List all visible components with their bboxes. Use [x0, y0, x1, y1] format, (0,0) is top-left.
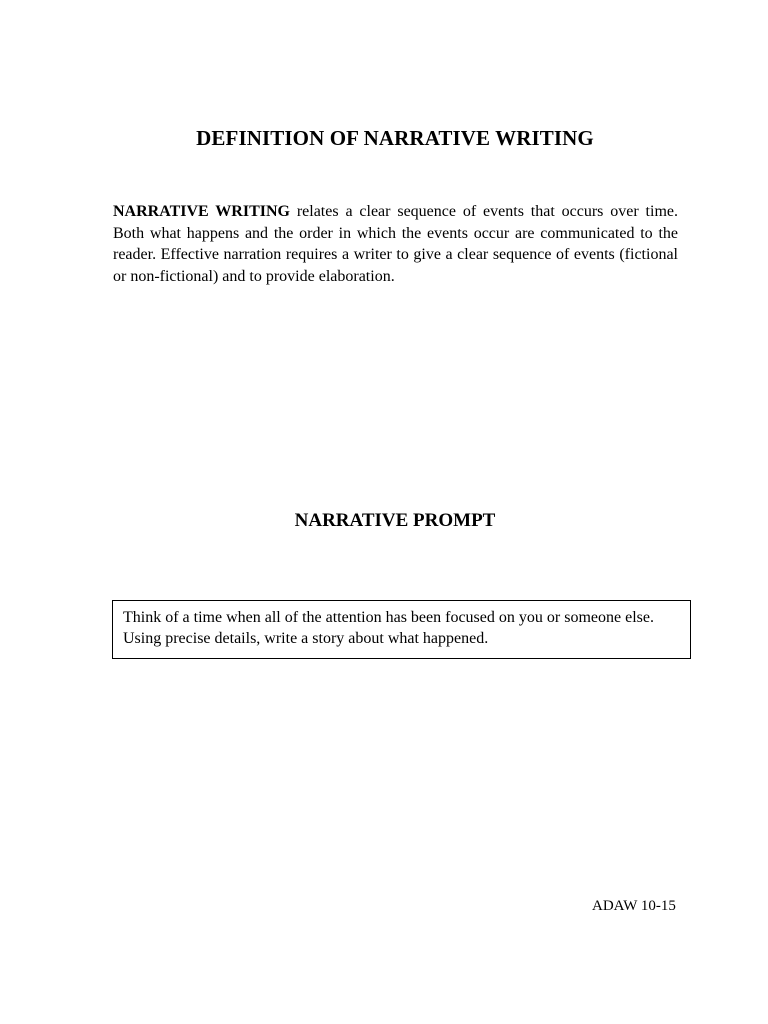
definition-text: relates a clear sequence of events that occurs over time. Both what happens and the order in which the events occur are communicated to the reader. Effective narration requires a writer to give a clear sequence of events (fictional or non-fictional) and to provide elaboration.: [113, 203, 678, 285]
definition-paragraph: [113, 201, 678, 287]
page-title: DEFINITION OF NARRATIVE WRITING: [196, 126, 594, 150]
prompt-heading: NARRATIVE PROMPT: [294, 510, 496, 531]
prompt-text: Think of a time when all of the attention has been focused on you or someone else. Using precise details, write a story about what happened.: [123, 609, 654, 647]
prompt-box: [112, 600, 691, 659]
footer-code: ADAW 10-15: [592, 898, 676, 914]
definition-term: NARRATIVE WRITING: [113, 203, 290, 220]
